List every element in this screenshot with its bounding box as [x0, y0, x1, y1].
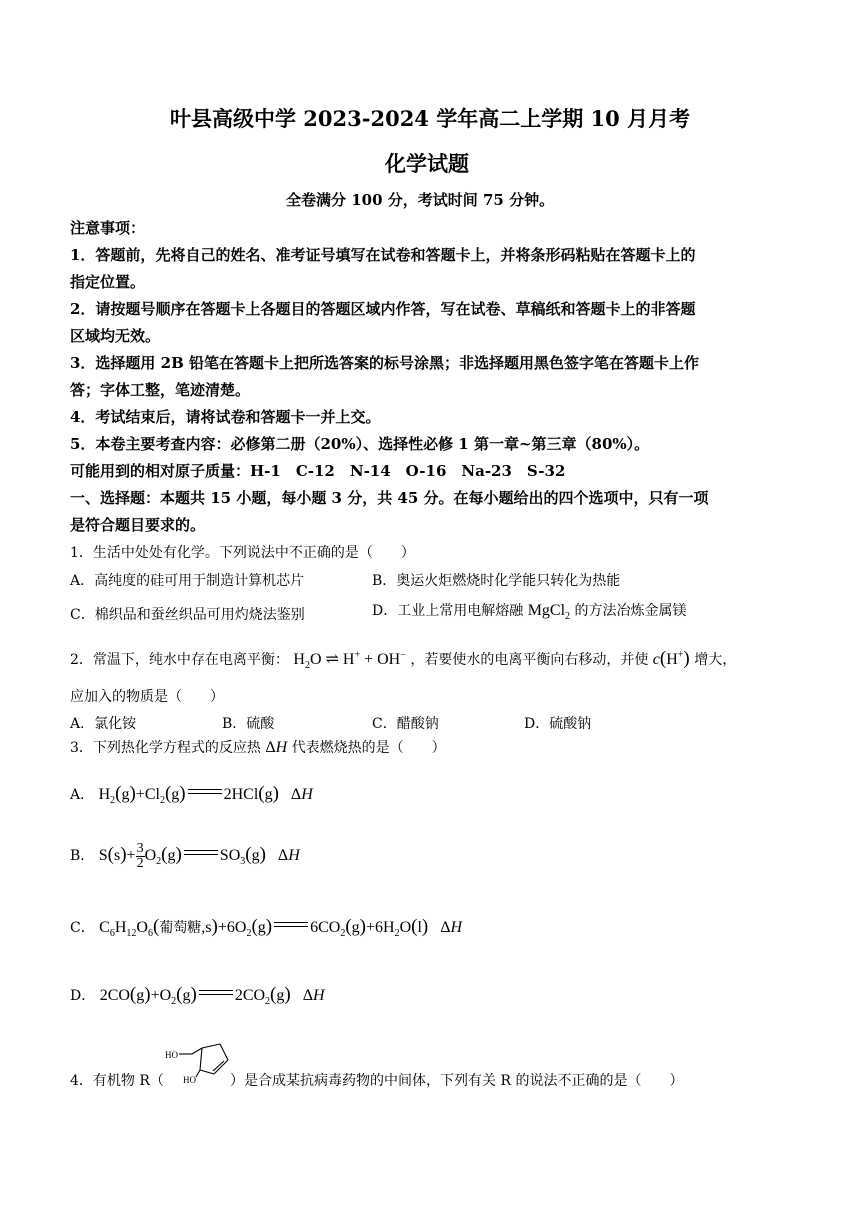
ho-label-bottom: HO [183, 1075, 196, 1085]
q2-stem [70, 648, 736, 671]
q3-option-d [70, 984, 325, 1007]
q1-option-c: C．棉织品和蚕丝织品可用灼烧法鉴别 [70, 607, 305, 623]
q2-option-b: B．硫酸 [222, 716, 275, 732]
atomic-masses: 可能用到的相对原子质量：H-1 C-12 N-14 O-16 Na-23 S-32 [70, 462, 566, 480]
ho-label-top: HO [165, 1050, 178, 1060]
molecule-r-structure [164, 1036, 236, 1088]
q3-option-c-label: C． [70, 920, 95, 936]
water-ionization-equation: $H_2O$ ⇌ H+ + OH− [293, 649, 406, 672]
q3-option-b-label: B． [70, 848, 95, 865]
cyclopentene-diol-diagram [164, 1036, 236, 1088]
note-2b: 区域均无效。 [70, 327, 161, 345]
q1-option-d-suffix: 的方法冶炼金属镁 [574, 603, 687, 619]
q1-option-b: B．奥运火炬燃烧时化学能只转化为热能 [372, 573, 621, 589]
q1-stem: 1．生活中处处有化学。下列说法中不正确的是（ ） [70, 545, 415, 561]
subject-title: 化学试题 [385, 151, 469, 176]
note-4: 4．考试结束后，请将试卷和答题卡一并上交。 [70, 408, 381, 426]
q3-option-c [70, 916, 462, 939]
mgcl2-formula: MgCl$_2$ [527, 602, 571, 623]
section-heading-line1: 一、选择题：本题共 15 小题，每小题 3 分，共 45 分。在每小题给出的四个选项中，只有一项 [70, 489, 709, 507]
h-ion-concentration: c(H+) [652, 648, 690, 669]
section-heading-line2: 是符合题目要求的。 [70, 516, 206, 534]
delta-h-symbol: ΔH [265, 739, 288, 756]
note-2a: 2．请按题号顺序在答题卡上各题目的答题区域内作答，写在试卷、草稿纸和答题卡上的非答题 [70, 300, 696, 318]
q1-option-a: A．高纯度的硅可用于制造计算机芯片 [70, 573, 305, 589]
q3-stem [70, 737, 446, 757]
q2-stem-line2: 应加入的物质是（ ） [70, 689, 224, 705]
q2-option-d: D．硫酸钠 [524, 716, 592, 732]
note-3a: 3．选择题用 2B 铅笔在答题卡上把所选答案的标号涂黑；非选择题用黑色签字笔在答题卡上作 [70, 354, 700, 372]
exam-title: 叶县高级中学 2023-2024 学年高二上学期 10 月月考 [170, 106, 691, 131]
q4-stem-suffix: ）是合成某抗病毒药物的中间体，下列有关 R 的说法不正确的是（ ） [230, 1073, 684, 1089]
ring-bonds [179, 1044, 228, 1077]
q1-option-d-prefix: D．工业上常用电解熔融 [372, 603, 524, 619]
q3-stem-suffix: 代表燃烧热的是（ ） [291, 740, 446, 756]
exam-info: 全卷满分 100 分，考试时间 75 分钟。 [286, 191, 555, 209]
equation-d: $2CO(g)+O_2(g)$ $2CO_2(g)$ ΔH [99, 984, 325, 1008]
q3-stem-prefix: 3．下列热化学方程式的反应热 [70, 740, 261, 756]
note-1a: 1．答题前，先将自己的姓名、准考证号填写在试卷和答题卡上，并将条形码粘贴在答题卡上的 [70, 246, 696, 264]
note-3b: 答；字体工整，笔迹清楚。 [70, 381, 251, 399]
equation-c: $C_6H_{12}O_6$(葡萄糖$,s)+6O_2(g)$ $6CO_2(g)+6H_2O(l)$ ΔH [99, 916, 463, 940]
q2-option-c: C．醋酸钠 [372, 716, 439, 732]
note-5: 5．本卷主要考查内容：必修第二册（20%）、选择性必修 1 第一章~第三章（80%）。 [70, 435, 650, 453]
note-1b: 指定位置。 [70, 273, 146, 291]
glucose-label: 葡萄糖 [159, 920, 202, 936]
q3-option-d-label: D． [70, 988, 96, 1004]
equation-a: $H_2(g)+Cl_2(g)$ 2HCl(g) ΔH [98, 783, 313, 807]
q2-option-a: A．氯化铵 [70, 716, 137, 732]
q1-option-d [372, 600, 686, 622]
q2-stem-prefix: 2．常温下，纯水中存在电离平衡： [70, 652, 289, 668]
q3-option-a [70, 783, 313, 806]
equation-b: S(s)+ $\frac{3}{2}$ $O_2(g)$ $SO_3(g)$ ΔH [98, 841, 300, 871]
q3-option-b [70, 842, 300, 871]
q4-stem-prefix: 4．有机物 R（ [70, 1073, 164, 1089]
q2-stem-mid: ，若要使水的电离平衡向右移动，并使 [410, 652, 649, 668]
q2-stem-suffix: 增大， [694, 652, 737, 668]
q3-option-a-label: A． [70, 787, 95, 803]
notes-heading: 注意事项： [70, 219, 146, 237]
